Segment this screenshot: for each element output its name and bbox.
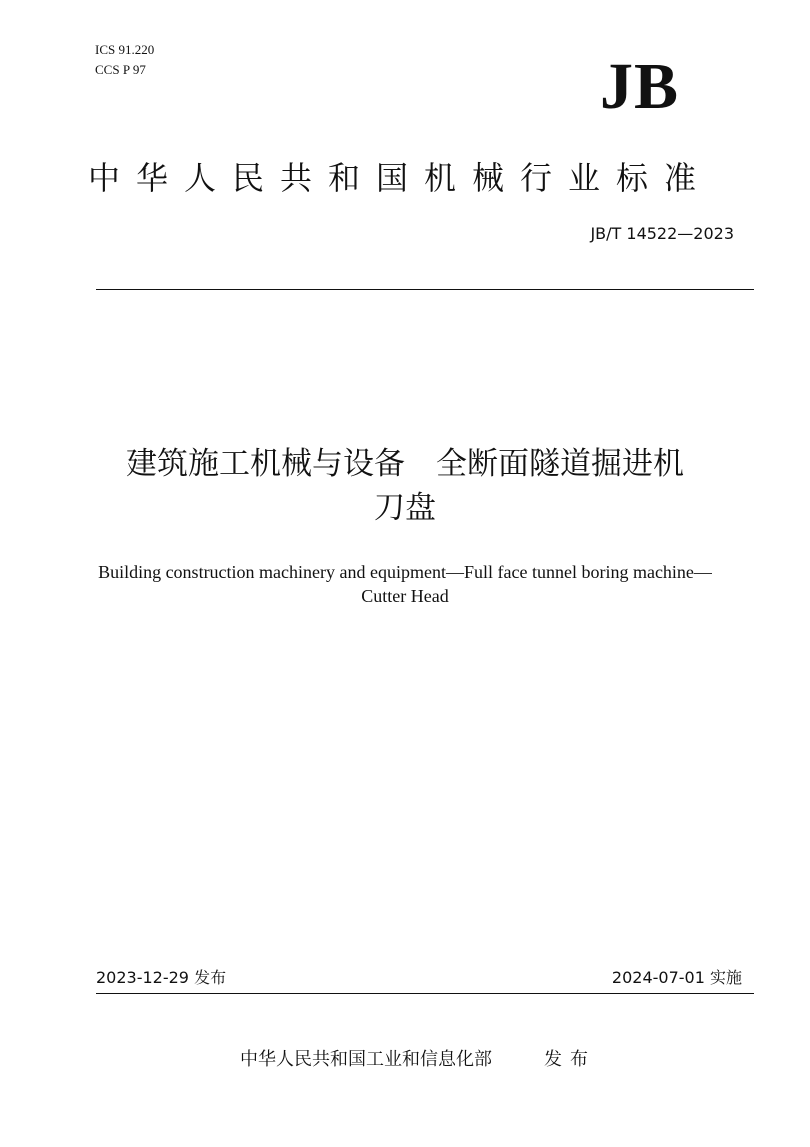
english-title [40, 560, 770, 608]
chinese-title [40, 442, 770, 530]
chinese-title-line2: 刀盘 [374, 490, 436, 526]
english-title-line2: Cutter Head [361, 586, 449, 606]
english-title-line1: Building construction machinery and equipment—Full face tunnel boring machine— [98, 562, 712, 582]
jb-logo: JB [600, 50, 680, 123]
publish-label: 发布 [544, 1049, 596, 1070]
release-date: 2023-12-29 发布 [96, 968, 227, 987]
standard-number: JB/T 14522—2023 [590, 224, 734, 243]
classification-codes [95, 40, 154, 80]
standard-category-title: 中华人民共和国机械行业标准 [88, 159, 713, 197]
implementation-date: 2024-07-01 实施 [611, 968, 742, 987]
ccs-code: CCS P 97 [95, 62, 146, 77]
top-divider [96, 289, 754, 290]
bottom-divider [96, 993, 754, 994]
chinese-title-line1: 建筑施工机械与设备 全断面隧道掘进机 [126, 446, 684, 482]
issuing-authority: 中华人民共和国工业和信息化部 [240, 1049, 492, 1070]
ics-code: ICS 91.220 [95, 42, 155, 57]
